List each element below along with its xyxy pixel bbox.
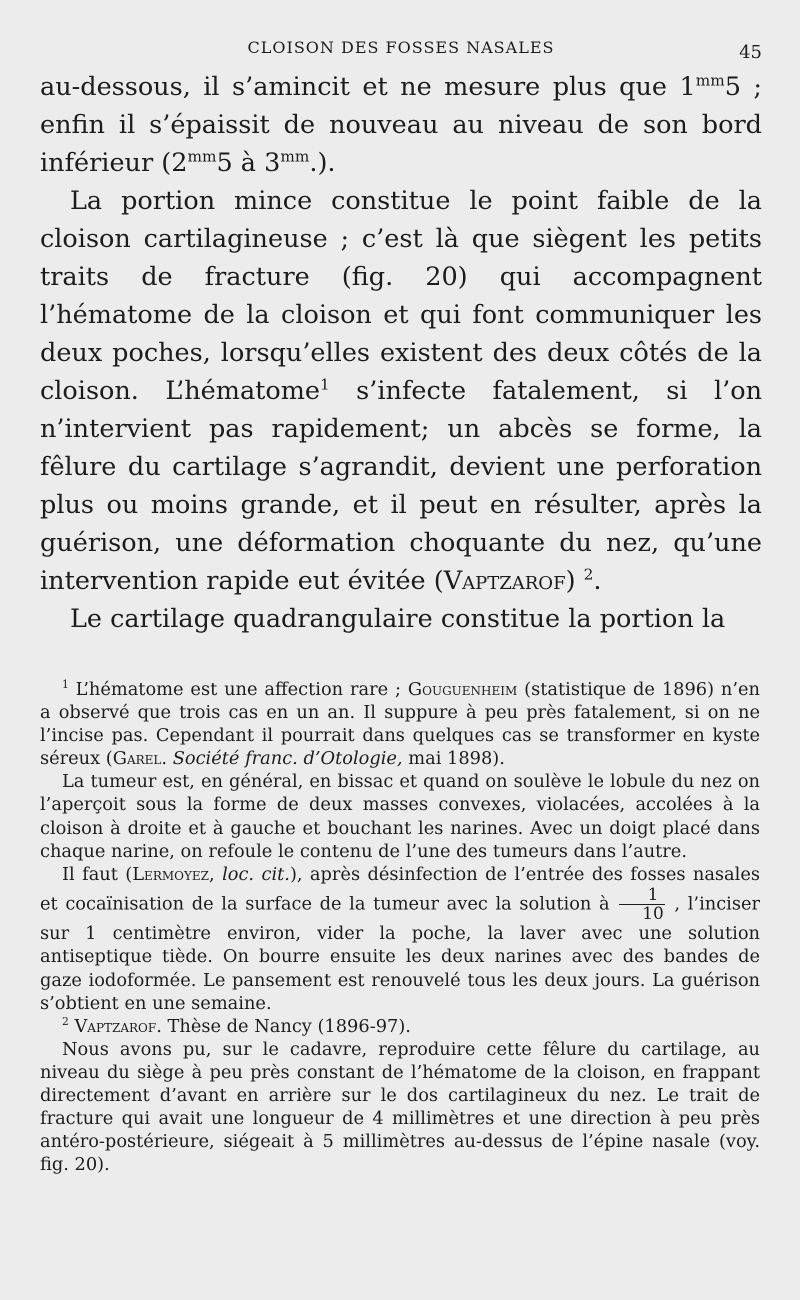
text-run: Il faut ( <box>62 863 133 885</box>
text-run: 5 ; enfin il s’épaissit de nouveau au niveau de son bord inférieur (2 <box>40 72 762 178</box>
superscript: mm <box>695 71 725 90</box>
text-run: La portion mince constitue le point faible de la cloison cartilagineuse ; c’est là que siègent les petits traits de fracture (fig. 20) qui accompagnent l’hématome de la cloison et qui font communiquer les deux poches, lorsqu’elles existent des deux côtés de la cloison. L’hématome <box>40 186 762 406</box>
footnotes <box>40 678 760 1176</box>
author-name: Lermoyez <box>132 863 209 885</box>
citation: loc. cit. <box>222 863 290 885</box>
text-run: ) <box>565 566 584 596</box>
author-name: Gouguenheim <box>407 679 518 700</box>
text-run: , l’inciser sur 1 centimètre environ, vider la poche, la laver avec une solution antiseptique tiède. On bourre ensuite les deux narines avec des bandes de gaze iodoformée. Le pansement est renouvelé tous les deux jours. La guérison s’obtient en une semaine. <box>40 893 761 1014</box>
text-run: . <box>593 566 602 596</box>
fraction-numerator: 1 <box>619 886 665 905</box>
fraction <box>619 883 665 923</box>
text-run: L’hématome est une affection rare ; <box>68 679 408 700</box>
text-run: , <box>209 863 223 885</box>
source-title: Société franc. d’Otologie, <box>172 748 403 770</box>
paragraph-1 <box>40 68 762 182</box>
footnote-mark: 2 <box>62 1014 69 1028</box>
footnote-2 <box>40 1015 760 1038</box>
main-text <box>40 68 762 638</box>
text-run: mai 1898). <box>402 748 505 770</box>
text-run: ), après désinfection de l’entrée des fosses nasales et cocaïnisation de la surface de la tumeur avec la solution à <box>40 863 760 915</box>
footnote-2-para-2: Nous avons pu, sur le cadavre, reproduire cette fêlure du cartilage, au niveau du siège à peu près constant de l’hématome de la cloison, en frappant directement d’avant en arrière sur le dos cartilagineux du nez. Le trait de fracture qui avait une longueur de 4 millimètres et une direction à peu près antéro-postérieure, siégeait à 5 millimètres au-dessus de l’épine nasale (voy. fig. 20). <box>40 1038 760 1176</box>
footnote-mark: 1 <box>62 678 69 692</box>
text-run: s’infecte fatalement, si l’on n’intervient pas rapidement; un abcès se forme, la fêlure du cartilage s’agrandit, devient une perforation plus ou moins grande, et il peut en résulter, après la guérison, une déformation choquante du nez, qu’une intervention rapide eut évitée ( <box>40 376 762 596</box>
footnote-ref-2[interactable]: 2 <box>583 565 594 584</box>
page-number: 45 <box>739 42 762 63</box>
text-run: (statistique de 1896) n’en a observé que trois cas en un an. Il suppure à peu près fatalement, si on ne l’incise pas. Cependant il pourrait dans quelques cas se transformer en kyste séreux ( <box>40 679 760 770</box>
text-run: . Thèse de Nancy (1896-97). <box>156 1015 411 1037</box>
footnote-1-para-3 <box>40 863 760 1015</box>
superscript: mm <box>187 147 217 166</box>
running-head <box>40 36 762 62</box>
footnote-ref-1[interactable]: 1 <box>320 375 330 394</box>
author-name: Vaptzarof <box>74 1015 157 1037</box>
paragraph-2 <box>40 182 762 600</box>
fraction-denominator: 10 <box>642 902 664 923</box>
running-title: CLOISON DES FOSSES NASALES <box>247 38 555 57</box>
author-name: Vaptzarof <box>443 566 566 596</box>
footnote-1-para-2: La tumeur est, en général, en bissac et quand on soulève le lobule du nez on l’aperçoit sous la forme de deux masses convexes, violacées, accolées à la cloison à droite et à gauche et bouchant les narines. Avec un doigt placé dans chaque narine, on refoule le contenu de l’une des tumeurs dans l’autre. <box>40 771 760 862</box>
text-run: . <box>161 748 173 770</box>
paragraph-3: Le cartilage quadrangulaire constitue la portion la <box>70 604 726 634</box>
text-run: au-dessous, il s’amincit et ne mesure plus que 1 <box>40 72 696 102</box>
footnote-1 <box>40 678 760 770</box>
author-name: Garel <box>112 748 162 770</box>
superscript: mm <box>280 147 310 166</box>
text-run: 5 à 3 <box>216 148 281 178</box>
text-run: .). <box>309 148 336 178</box>
